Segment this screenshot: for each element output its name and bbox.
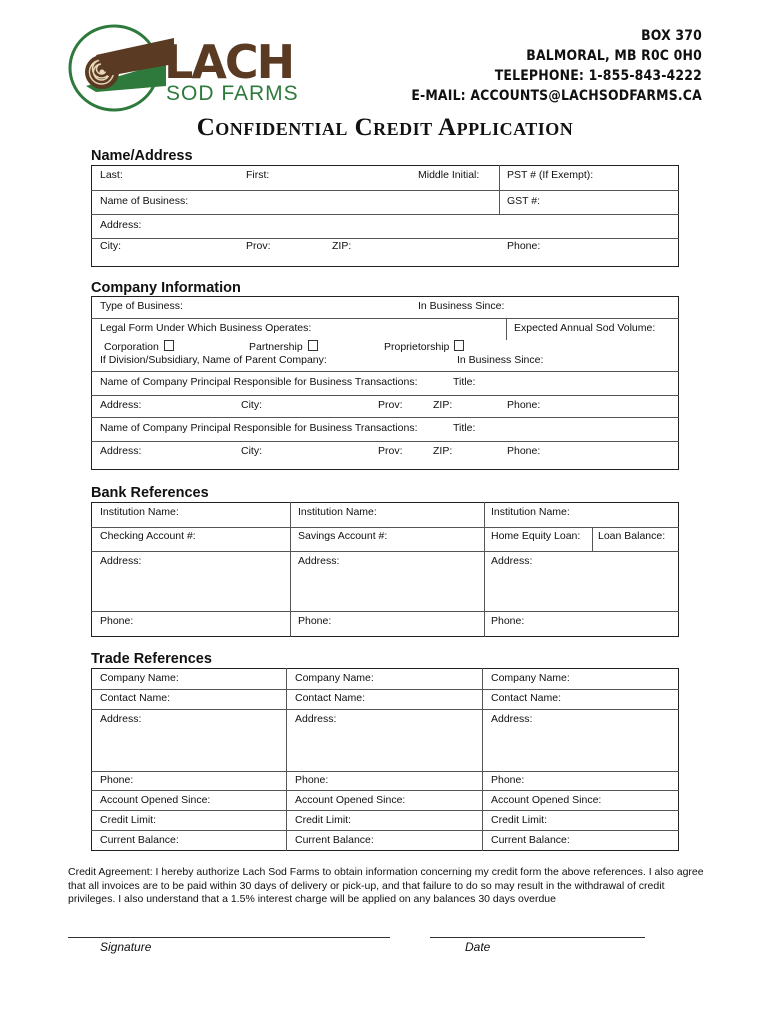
business-name-field[interactable]: Name of Business:: [100, 195, 189, 207]
business-since-field[interactable]: In Business Since:: [418, 300, 505, 312]
trade-1-balance-field[interactable]: Current Balance:: [100, 834, 179, 846]
partnership-checkbox[interactable]: [308, 340, 318, 351]
trade-1-company-field[interactable]: Company Name:: [100, 672, 179, 684]
principal-2-title-field[interactable]: Title:: [453, 422, 476, 434]
bank-3-phone-field[interactable]: Phone:: [491, 615, 525, 627]
legal-form-label: Legal Form Under Which Business Operates:: [100, 322, 312, 334]
annual-volume-field[interactable]: Expected Annual Sod Volume:: [514, 322, 656, 334]
trade-1-phone-field[interactable]: Phone:: [100, 774, 134, 786]
address-field[interactable]: Address:: [100, 219, 142, 231]
proprietorship-option[interactable]: [384, 340, 464, 353]
principal-1-zip-field[interactable]: ZIP:: [433, 399, 453, 411]
corporation-option[interactable]: [104, 340, 174, 353]
loan-balance-field[interactable]: Loan Balance:: [598, 530, 666, 542]
trade-1-address-field[interactable]: Address:: [100, 713, 142, 725]
trade-3-opened-field[interactable]: Account Opened Since:: [491, 794, 602, 806]
date-label: Date: [465, 940, 491, 954]
partnership-option[interactable]: [249, 340, 318, 353]
parent-since-field[interactable]: In Business Since:: [457, 354, 544, 366]
principal-2-field[interactable]: Name of Company Principal Responsible for Business Transactions:: [100, 422, 418, 434]
section-heading-trade: Trade References: [91, 651, 212, 667]
corporation-checkbox[interactable]: [164, 340, 174, 351]
principal-2-city-field[interactable]: City:: [241, 445, 262, 457]
trade-1-limit-field[interactable]: Credit Limit:: [100, 814, 157, 826]
bank-1-phone-field[interactable]: Phone:: [100, 615, 134, 627]
signature-label: Signature: [100, 940, 152, 954]
bank-2-institution-field[interactable]: Institution Name:: [298, 506, 377, 518]
principal-1-title-field[interactable]: Title:: [453, 376, 476, 388]
contact-address: BALMORAL, MB R0C 0H0: [526, 48, 702, 64]
section-heading-bank: Bank References: [91, 485, 209, 501]
bank-box: [91, 502, 679, 637]
savings-account-field[interactable]: Savings Account #:: [298, 530, 388, 542]
trade-3-company-field[interactable]: Company Name:: [491, 672, 570, 684]
prov-field[interactable]: Prov:: [246, 240, 271, 252]
last-name-field[interactable]: Last:: [100, 169, 123, 181]
page-title: Confidential Credit Application: [196, 114, 574, 141]
proprietorship-checkbox[interactable]: [454, 340, 464, 351]
credit-agreement-text: Credit Agreement: I hereby authorize Lach Sod Farms to obtain information concerning my credit form the above references. I also agree that all invoices are to be paid within 30 days of delivery or pick-up, and that failure to do so may result in the withdrawal of credit privileges. I also understand that a 1.5% interest charge will be applied on any balances 30 days overdue: [68, 866, 704, 905]
principal-1-city-field[interactable]: City:: [241, 399, 262, 411]
bank-3-address-field[interactable]: Address:: [491, 555, 533, 567]
principal-2-prov-field[interactable]: Prov:: [378, 445, 403, 457]
principal-1-phone-field[interactable]: Phone:: [507, 399, 541, 411]
bank-3-institution-field[interactable]: Institution Name:: [491, 506, 570, 518]
trade-3-balance-field[interactable]: Current Balance:: [491, 834, 570, 846]
corporation-label: Corporation: [104, 341, 159, 353]
bank-2-address-field[interactable]: Address:: [298, 555, 340, 567]
checking-account-field[interactable]: Checking Account #:: [100, 530, 196, 542]
partnership-label: Partnership: [249, 341, 303, 353]
trade-3-address-field[interactable]: Address:: [491, 713, 533, 725]
bank-1-address-field[interactable]: Address:: [100, 555, 142, 567]
contact-email: E-MAIL: ACCOUNTS@LACHSODFARMS.CA: [411, 88, 702, 104]
bank-1-institution-field[interactable]: Institution Name:: [100, 506, 179, 518]
business-type-field[interactable]: Type of Business:: [100, 300, 183, 312]
trade-1-contact-field[interactable]: Contact Name:: [100, 692, 171, 704]
trade-box: [91, 668, 679, 851]
date-line[interactable]: [430, 937, 645, 938]
logo-subtitle: SOD FARMS: [166, 82, 299, 105]
principal-1-address-field[interactable]: Address:: [100, 399, 142, 411]
principal-2-phone-field[interactable]: Phone:: [507, 445, 541, 457]
trade-2-phone-field[interactable]: Phone:: [295, 774, 329, 786]
trade-2-balance-field[interactable]: Current Balance:: [295, 834, 374, 846]
principal-2-zip-field[interactable]: ZIP:: [433, 445, 453, 457]
trade-2-company-field[interactable]: Company Name:: [295, 672, 374, 684]
trade-2-opened-field[interactable]: Account Opened Since:: [295, 794, 406, 806]
principal-1-field[interactable]: Name of Company Principal Responsible for Business Transactions:: [100, 376, 418, 388]
trade-2-limit-field[interactable]: Credit Limit:: [295, 814, 352, 826]
bank-2-phone-field[interactable]: Phone:: [298, 615, 332, 627]
logo-wordmark: LACH: [164, 35, 294, 89]
middle-initial-field[interactable]: Middle Initial:: [418, 169, 480, 181]
trade-2-address-field[interactable]: Address:: [295, 713, 337, 725]
zip-field[interactable]: ZIP:: [332, 240, 352, 252]
signature-line[interactable]: [68, 937, 390, 938]
proprietorship-label: Proprietorship: [384, 341, 450, 353]
contact-telephone: TELEPHONE: 1-855-843-4222: [494, 68, 702, 84]
parent-company-field[interactable]: If Division/Subsidiary, Name of Parent Company:: [100, 354, 327, 366]
contact-block: [411, 26, 702, 106]
contact-box: BOX 370: [641, 28, 702, 44]
phone-field[interactable]: Phone:: [507, 240, 541, 252]
principal-1-prov-field[interactable]: Prov:: [378, 399, 403, 411]
trade-3-contact-field[interactable]: Contact Name:: [491, 692, 562, 704]
first-name-field[interactable]: First:: [246, 169, 270, 181]
city-field[interactable]: City:: [100, 240, 121, 252]
trade-2-contact-field[interactable]: Contact Name:: [295, 692, 366, 704]
trade-1-opened-field[interactable]: Account Opened Since:: [100, 794, 211, 806]
principal-2-address-field[interactable]: Address:: [100, 445, 142, 457]
section-heading-company: Company Information: [91, 280, 241, 296]
trade-3-phone-field[interactable]: Phone:: [491, 774, 525, 786]
home-equity-field[interactable]: Home Equity Loan:: [491, 530, 581, 542]
pst-field[interactable]: PST # (If Exempt):: [507, 169, 594, 181]
section-heading-name-address: Name/Address: [91, 148, 193, 164]
gst-field[interactable]: GST #:: [507, 195, 541, 207]
trade-3-limit-field[interactable]: Credit Limit:: [491, 814, 548, 826]
company-logo: [66, 24, 326, 112]
